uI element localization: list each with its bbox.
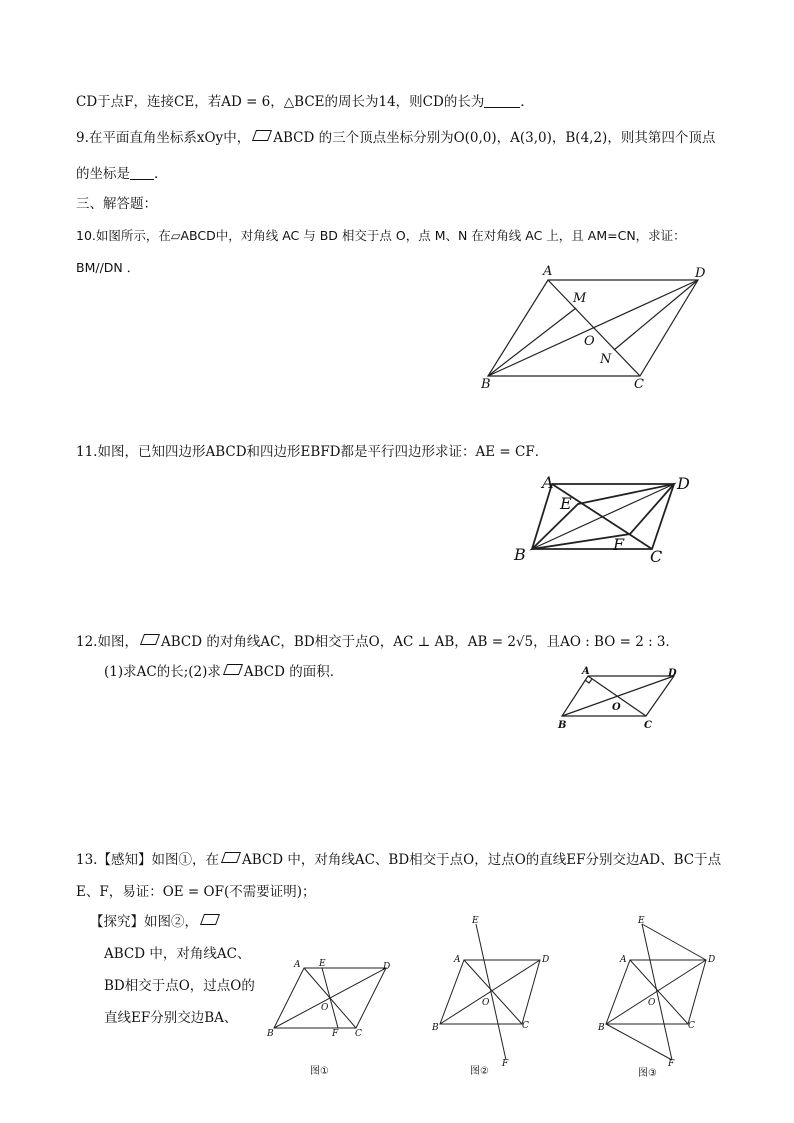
problem13-line1: [76, 850, 721, 870]
problem12-line2: [104, 662, 343, 682]
problem10-figure: [476, 262, 726, 392]
problem8-text: CD于点F，连接CE，若AD = 6，△BCE的周长为14，则CD的长为: [76, 94, 485, 110]
label-e: E: [319, 959, 326, 969]
answer-blank: [130, 165, 154, 180]
label-o: O: [612, 702, 621, 713]
label-n: N: [600, 352, 612, 367]
label-a: A: [454, 955, 461, 965]
label-o: O: [584, 334, 595, 349]
problem9-text-a: 9.在平面直角坐标系xOy中，: [76, 130, 251, 146]
label-b: B: [558, 720, 567, 731]
figure-2-caption: 图②: [470, 1066, 489, 1077]
label-c: C: [634, 377, 644, 392]
problem9-line2: [76, 164, 168, 184]
parallelogram-icon: [223, 664, 243, 675]
label-a: A: [294, 960, 301, 970]
problem12-text-b: ABCD 的对角线AC，BD相交于点O，AC ⊥ AB，AB = 2√5，且AO : BO = 2 : 3．: [160, 634, 680, 650]
label-b: B: [481, 377, 491, 392]
label-b: B: [598, 1023, 605, 1033]
label-f: F: [502, 1059, 509, 1069]
label-d: D: [695, 266, 706, 281]
explore-text-1: 【探究】如图②，: [90, 914, 198, 930]
figure-3-caption: 图③: [638, 1068, 657, 1079]
diagonal-bd: [532, 484, 674, 549]
figure-1: [264, 954, 404, 1042]
label-o: O: [321, 1003, 329, 1013]
label-a: A: [582, 666, 590, 677]
label-c: C: [644, 720, 652, 731]
label-d: D: [383, 962, 391, 972]
problem12-text-a: 12.如图，: [76, 634, 138, 650]
problem10-line1: 10.如图所示，在▱ABCD中，对角线 AC 与 BD 相交于点 O，点 M、N 在对角线 AC 上，且 AM=CN，求证：: [76, 228, 686, 243]
problem12-text-c: (1)求AC的长;(2)求: [104, 664, 221, 680]
explore-line4: 直线EF分别交边BA、: [104, 1010, 238, 1026]
label-b: B: [514, 545, 526, 564]
label-e: E: [638, 916, 645, 926]
figure-2: [428, 914, 558, 1074]
label-c: C: [650, 547, 663, 566]
period: ．: [520, 94, 534, 110]
problem12-line1: [76, 632, 679, 652]
problem11-figure: [508, 470, 708, 566]
label-d: D: [677, 474, 690, 493]
label-m: M: [573, 291, 587, 306]
figure-3: [594, 914, 724, 1074]
label-e: E: [560, 494, 572, 513]
problem13-text-b: ABCD 中，对角线AC、BD相交于点O，过点O的直线EF分别交边AD、BC于点: [241, 852, 722, 868]
problem9-text-b: ABCD 的三个顶点坐标分别为O(0,0)，A(3,0)，B(4,2)，则其第四个顶点: [273, 130, 716, 146]
label-b: B: [432, 1023, 439, 1033]
figure-1-caption: 图①: [310, 1066, 329, 1077]
explore-line1: [90, 912, 221, 932]
problem10-line2: BM//DN ．: [76, 260, 140, 275]
diagonal-bd: [488, 280, 698, 376]
label-d: D: [708, 955, 716, 965]
label-a: A: [542, 473, 554, 492]
label-a: A: [543, 264, 553, 279]
label-d: D: [668, 668, 677, 679]
segment-dn: [614, 280, 698, 350]
label-c: C: [522, 1021, 529, 1031]
label-a: A: [620, 955, 627, 965]
label-c: C: [355, 1029, 362, 1039]
label-o: O: [648, 998, 656, 1008]
problem13-line2: E、F，易证：OE = OF(不需要证明)；: [76, 884, 316, 900]
explore-line3: BD相交于点O，过点O的: [104, 978, 255, 994]
period: ．: [154, 166, 168, 182]
problem12-figure: [554, 664, 694, 732]
explore-line2: ABCD 中，对角线AC、: [104, 946, 251, 962]
label-e: E: [472, 916, 479, 926]
section-title: 三、解答题：: [76, 196, 157, 212]
label-f: F: [613, 535, 625, 554]
problem9-line1: [76, 128, 715, 148]
problem8-line: [76, 92, 534, 112]
answer-blank: [484, 93, 520, 108]
label-c: C: [688, 1021, 695, 1031]
label-f: F: [668, 1059, 675, 1069]
label-f: F: [332, 1029, 339, 1039]
parallelogram-icon: [200, 914, 220, 925]
parallelogram-icon: [140, 634, 160, 645]
parallelogram-icon: [252, 130, 272, 141]
problem12-text-d: ABCD 的面积．: [243, 664, 344, 680]
label-b: B: [267, 1029, 274, 1039]
label-d: D: [542, 955, 550, 965]
label-o: O: [482, 998, 490, 1008]
problem13-text-a: 13.【感知】如图①，在: [76, 852, 219, 868]
problem11-line1: 11.如图，已知四边形ABCD和四边形EBFD都是平行四边形求证：AE = CF．: [76, 444, 549, 460]
problem9-text-c: 的坐标是: [76, 166, 130, 182]
parallelogram-icon: [221, 852, 241, 863]
